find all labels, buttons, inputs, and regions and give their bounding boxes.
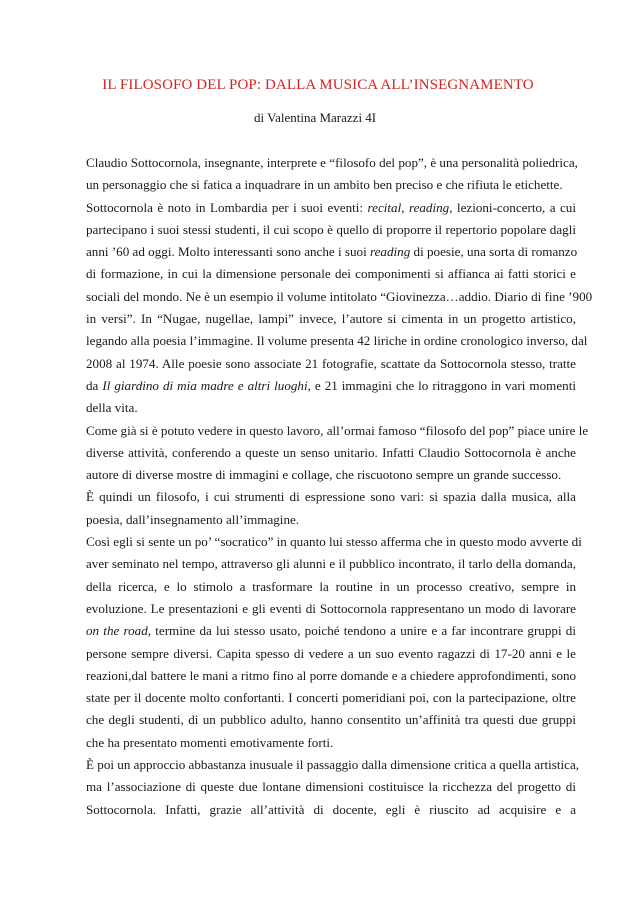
text-run: Sottocornola. Infatti, grazie all’attività di docente, egli è riuscito ad acquisire e a: [86, 801, 576, 817]
text-line: [86, 152, 576, 174]
text-line: [86, 397, 576, 419]
text-line: [86, 464, 576, 486]
text-run: reazioni,dal battere le mani a ritmo fino al porre domande e a chiedere approfondimenti, sono: [86, 667, 577, 683]
text-line: [86, 576, 576, 598]
text-run: di formazione, in cui la dimensione personale dei componimenti si affianca ai fatti storici e: [86, 266, 576, 282]
text-run: della vita.: [86, 400, 138, 416]
article-body: [86, 152, 593, 821]
text-line: [86, 776, 576, 798]
text-line: [86, 509, 576, 531]
italic-text: recital: [367, 199, 402, 215]
text-line: [86, 553, 576, 575]
text-run: ma l’associazione di queste due lontane dimensioni costituisce la ricchezza del progetto di: [86, 779, 576, 795]
text-run: Così egli si sente un po’ “socratico” in quanto lui stesso afferma che in questo modo avverte di: [86, 534, 582, 550]
text-line: [86, 353, 576, 375]
text-line: [86, 598, 576, 620]
text-line: [86, 286, 593, 308]
text-line: [86, 263, 576, 285]
text-line: [86, 531, 582, 553]
text-run: , e 21 immagini che lo ritraggono in vari momenti: [307, 377, 576, 393]
text-line: [86, 665, 576, 687]
text-run: in versi”. In “Nugae, nugellae, lampi” invece, l’autore si cimenta in un progetto artistico,: [86, 311, 576, 327]
text-line: [86, 754, 580, 776]
text-line: [86, 643, 576, 665]
text-run: da: [86, 377, 103, 393]
text-line: [86, 442, 576, 464]
text-line: [86, 732, 576, 754]
text-run: Sottocornola è noto in Lombardia per i suoi eventi:: [86, 199, 368, 215]
italic-text: reading: [370, 244, 411, 260]
text-line: [86, 241, 576, 263]
text-line: [86, 219, 576, 241]
italic-text: on the road: [86, 623, 148, 639]
text-run: Come già si è potuto vedere in questo lavoro, all’ormai famoso “filosofo del pop” piace unire le: [86, 422, 589, 438]
text-run: aver seminato nel tempo, attraverso gli alunni e il pubblico incontrato, il tarlo della domanda,: [86, 556, 576, 572]
text-run: che ha presentato momenti emotivamente forti.: [86, 734, 334, 750]
text-line: [86, 308, 576, 330]
text-line: [86, 687, 576, 709]
text-line: [86, 197, 576, 219]
text-line: [86, 486, 576, 508]
text-run: di poesie, una sorta di romanzo: [410, 244, 578, 260]
text-run: poesia, dall’insegnamento all’immagine.: [86, 511, 300, 527]
text-run: persone sempre diversi. Capita spesso di vedere a un suo evento ragazzi di 17-20 anni e le: [86, 645, 576, 661]
text-run: ,: [401, 199, 409, 215]
italic-text: reading: [408, 199, 450, 215]
text-run: Claudio Sottocornola, insegnante, interprete e “filosofo del pop”, è una personalità poliedrica,: [86, 155, 578, 170]
text-run: anni ’60 ad oggi. Molto interessanti sono anche i suoi: [86, 244, 371, 260]
text-run: 2008 al 1974. Alle poesie sono associate 21 fotografie, scattate da Sottocornola stesso, tratte: [86, 355, 576, 371]
text-run: sociali del mondo. Ne è un esempio il volume intitolato “Giovinezza…addio. Diario di fine ’900: [86, 288, 593, 304]
text-run: legando alla poesia l’immagine. Il volume presenta 42 liriche in ordine cronologico inverso, dal: [86, 333, 588, 349]
text-run: un personaggio che si fatica a inquadrare in un ambito ben preciso e che rifiuta le etichette.: [86, 177, 563, 193]
text-line: [86, 375, 576, 397]
text-line: [86, 174, 576, 196]
article-byline: di Valentina Marazzi 4I: [254, 110, 377, 125]
text-run: , lezioni-concerto, a cui: [449, 199, 576, 215]
text-line: [86, 420, 589, 442]
text-line: [86, 709, 576, 731]
text-run: È quindi un filosofo, i cui strumenti di espressione sono vari: si spazia dalla musica, alla: [86, 489, 576, 505]
text-run: della ricerca, e lo stimolo a trasformare la routine in un processo creativo, sempre in: [86, 578, 576, 594]
text-run: , termine da lui stesso usato, poiché tendono a unire e a far incontrare gruppi di: [147, 623, 576, 639]
text-line: [86, 620, 576, 642]
article-title: IL FILOSOFO DEL POP: DALLA MUSICA ALL’INSEGNAMENTO: [102, 77, 534, 93]
text-run: È poi un approccio abbastanza inusuale il passaggio dalla dimensione critica a quella artistica,: [86, 757, 580, 773]
italic-text: Il giardino di mia madre e altri luoghi: [102, 377, 308, 393]
text-run: autore di diverse mostre di immagini e collage, che riscuotono sempre un grande successo.: [86, 467, 562, 483]
text-run: evoluzione. Le presentazioni e gli eventi di Sottocornola rappresentano un modo di lavorare: [86, 600, 576, 616]
text-run: partecipano i suoi stessi studenti, il cui scopo è quello di proporre il repertorio popolare dagli: [86, 221, 576, 237]
text-line: [86, 799, 576, 821]
text-run: state per il docente molto confortanti. I concerti pomeridiani poi, con la partecipazione, oltre: [86, 690, 576, 706]
text-run: diverse attività, conferendo a queste un senso unitario. Infatti Claudio Sottocornola è anche: [86, 444, 576, 460]
text-line: [86, 330, 588, 352]
text-run: che degli studenti, di un pubblico adulto, hanno consentito un’affinità tra questi due gruppi: [86, 712, 576, 728]
